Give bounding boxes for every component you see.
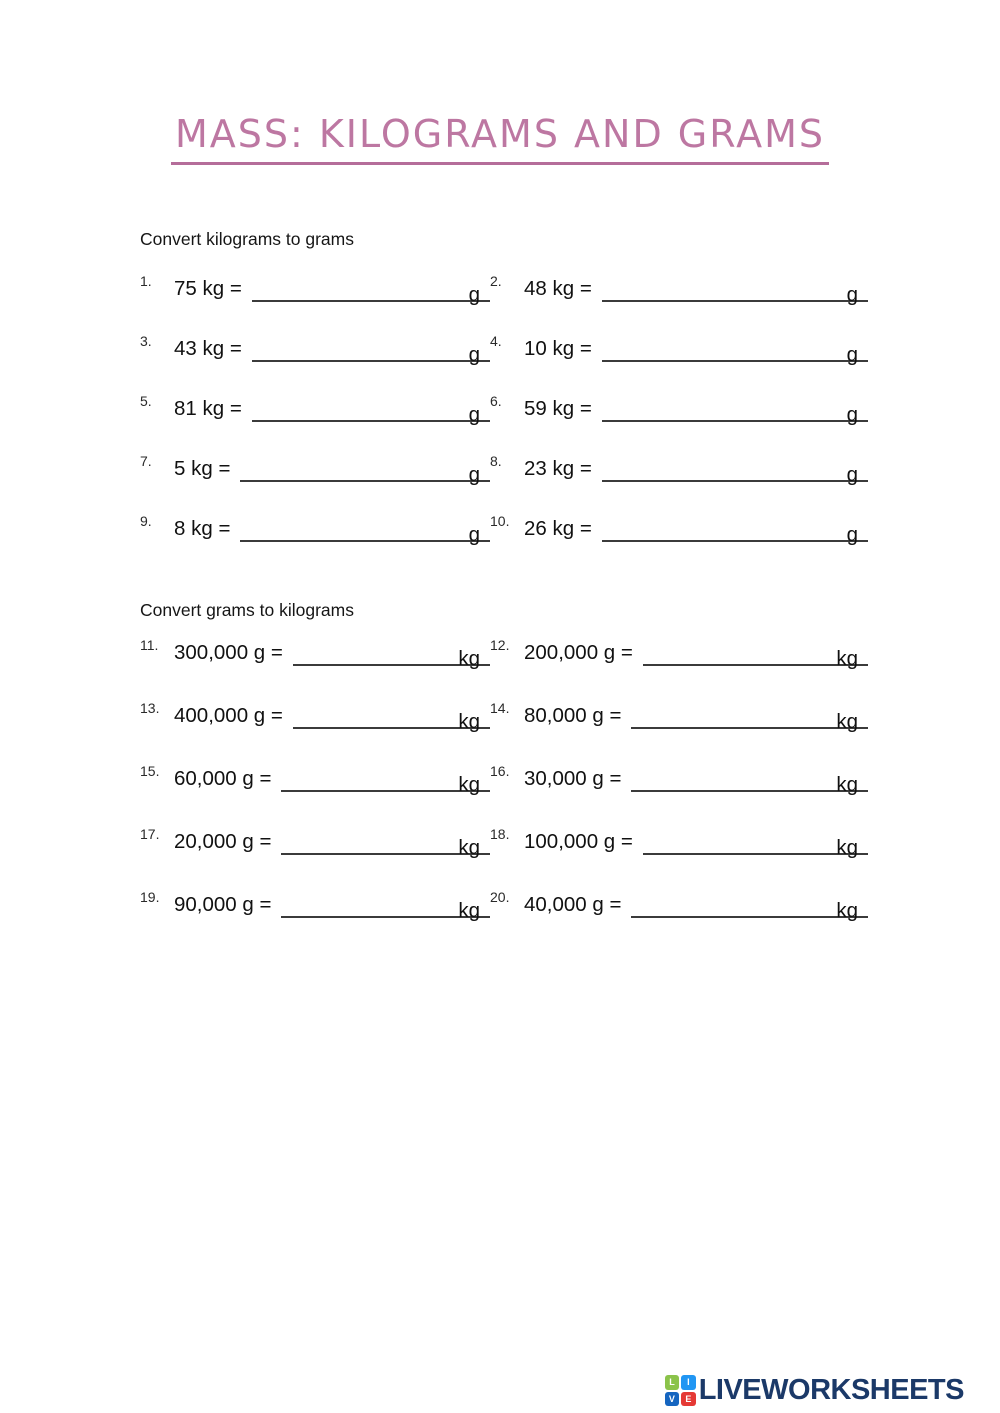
answer-blank[interactable] bbox=[643, 634, 868, 670]
item-expression: 300,000 g = bbox=[174, 641, 283, 665]
unit-label: kg bbox=[836, 709, 858, 733]
item-number: 4. bbox=[490, 333, 502, 349]
answer-blank[interactable] bbox=[602, 450, 868, 486]
unit-label: g bbox=[468, 282, 480, 306]
unit-label: g bbox=[468, 462, 480, 486]
item-expression: 43 kg = bbox=[174, 337, 242, 361]
unit-label: g bbox=[846, 402, 858, 426]
worksheet-item-5 bbox=[140, 392, 490, 426]
item-number: 2. bbox=[490, 273, 502, 289]
item-number: 13. bbox=[140, 700, 160, 716]
logo-cell-e: E bbox=[681, 1392, 696, 1407]
liveworksheets-logo-icon bbox=[665, 1375, 696, 1406]
items-grid bbox=[140, 636, 868, 922]
item-expression: 90,000 g = bbox=[174, 893, 272, 917]
answer-blank[interactable] bbox=[631, 697, 868, 733]
item-number: 6. bbox=[490, 393, 502, 409]
unit-label: kg bbox=[458, 646, 480, 670]
worksheet-item-9 bbox=[140, 512, 490, 546]
item-expression: 59 kg = bbox=[524, 397, 592, 421]
answer-blank[interactable] bbox=[281, 760, 490, 796]
worksheet-item-19 bbox=[140, 888, 490, 922]
item-number: 11. bbox=[140, 637, 159, 653]
worksheet-item-4 bbox=[490, 332, 868, 366]
answer-blank[interactable] bbox=[293, 697, 490, 733]
unit-label: kg bbox=[836, 898, 858, 922]
brand-wordmark: LIVEWORKSHEETS bbox=[698, 1374, 964, 1406]
logo-cell-i: I bbox=[681, 1375, 696, 1390]
answer-blank[interactable] bbox=[240, 450, 490, 486]
item-number: 5. bbox=[140, 393, 152, 409]
answer-blank[interactable] bbox=[602, 330, 868, 366]
answer-blank[interactable] bbox=[631, 886, 868, 922]
answer-blank[interactable] bbox=[602, 390, 868, 426]
item-number: 8. bbox=[490, 453, 502, 469]
worksheet-item-8 bbox=[490, 452, 868, 486]
item-expression: 10 kg = bbox=[524, 337, 592, 361]
logo-cell-v: V bbox=[665, 1392, 680, 1407]
worksheet-item-3 bbox=[140, 332, 490, 366]
unit-label: kg bbox=[836, 772, 858, 796]
item-number: 18. bbox=[490, 826, 510, 842]
unit-label: kg bbox=[458, 898, 480, 922]
item-number: 14. bbox=[490, 700, 510, 716]
liveworksheets-brand bbox=[665, 1374, 964, 1407]
unit-label: g bbox=[846, 462, 858, 486]
answer-blank[interactable] bbox=[252, 330, 490, 366]
worksheet-item-16 bbox=[490, 762, 868, 796]
item-number: 7. bbox=[140, 453, 152, 469]
worksheet-item-15 bbox=[140, 762, 490, 796]
worksheet-content bbox=[140, 229, 868, 922]
item-expression: 60,000 g = bbox=[174, 767, 272, 791]
item-expression: 81 kg = bbox=[174, 397, 242, 421]
unit-label: g bbox=[468, 522, 480, 546]
unit-label: kg bbox=[458, 709, 480, 733]
worksheet-item-18 bbox=[490, 825, 868, 859]
answer-blank[interactable] bbox=[643, 823, 868, 859]
answer-blank[interactable] bbox=[602, 510, 868, 546]
page-title: MASS: KILOGRAMS AND GRAMS bbox=[171, 112, 829, 165]
unit-label: g bbox=[468, 402, 480, 426]
worksheet-item-12 bbox=[490, 636, 868, 670]
item-number: 17. bbox=[140, 826, 160, 842]
worksheet-item-13 bbox=[140, 699, 490, 733]
item-number: 10. bbox=[490, 513, 510, 529]
section-kg-to-g bbox=[140, 229, 868, 546]
title-wrap bbox=[0, 0, 1000, 165]
item-expression: 100,000 g = bbox=[524, 830, 633, 854]
item-number: 15. bbox=[140, 763, 160, 779]
section-heading: Convert kilograms to grams bbox=[140, 229, 354, 249]
item-expression: 30,000 g = bbox=[524, 767, 622, 791]
worksheet-item-10 bbox=[490, 512, 868, 546]
item-number: 20. bbox=[490, 889, 510, 905]
section-heading: Convert grams to kilograms bbox=[140, 600, 354, 620]
answer-blank[interactable] bbox=[252, 270, 490, 306]
answer-blank[interactable] bbox=[293, 634, 490, 670]
worksheet-item-14 bbox=[490, 699, 868, 733]
unit-label: g bbox=[846, 342, 858, 366]
logo-cell-l: L bbox=[665, 1375, 680, 1390]
unit-label: kg bbox=[836, 646, 858, 670]
item-number: 9. bbox=[140, 513, 152, 529]
item-number: 16. bbox=[490, 763, 510, 779]
unit-label: g bbox=[846, 522, 858, 546]
worksheet-item-11 bbox=[140, 636, 490, 670]
worksheet-item-20 bbox=[490, 888, 868, 922]
item-expression: 40,000 g = bbox=[524, 893, 622, 917]
worksheet-item-6 bbox=[490, 392, 868, 426]
item-expression: 400,000 g = bbox=[174, 704, 283, 728]
section-g-to-kg bbox=[140, 600, 868, 922]
item-expression: 80,000 g = bbox=[524, 704, 622, 728]
item-number: 3. bbox=[140, 333, 152, 349]
items-grid bbox=[140, 272, 868, 546]
worksheet-item-7 bbox=[140, 452, 490, 486]
item-number: 1. bbox=[140, 273, 152, 289]
worksheet-item-17 bbox=[140, 825, 490, 859]
answer-blank[interactable] bbox=[252, 390, 490, 426]
item-expression: 20,000 g = bbox=[174, 830, 272, 854]
unit-label: kg bbox=[836, 835, 858, 859]
unit-label: kg bbox=[458, 772, 480, 796]
item-expression: 5 kg = bbox=[174, 457, 231, 481]
item-expression: 23 kg = bbox=[524, 457, 592, 481]
item-number: 12. bbox=[490, 637, 510, 653]
worksheet-item-2 bbox=[490, 272, 868, 306]
item-expression: 75 kg = bbox=[174, 277, 242, 301]
unit-label: g bbox=[468, 342, 480, 366]
answer-blank[interactable] bbox=[602, 270, 868, 306]
answer-blank[interactable] bbox=[281, 886, 490, 922]
item-expression: 26 kg = bbox=[524, 517, 592, 541]
answer-blank[interactable] bbox=[281, 823, 490, 859]
item-number: 19. bbox=[140, 889, 160, 905]
worksheet-item-1 bbox=[140, 272, 490, 306]
item-expression: 48 kg = bbox=[524, 277, 592, 301]
unit-label: kg bbox=[458, 835, 480, 859]
unit-label: g bbox=[846, 282, 858, 306]
item-expression: 200,000 g = bbox=[524, 641, 633, 665]
answer-blank[interactable] bbox=[631, 760, 868, 796]
answer-blank[interactable] bbox=[240, 510, 490, 546]
item-expression: 8 kg = bbox=[174, 517, 231, 541]
